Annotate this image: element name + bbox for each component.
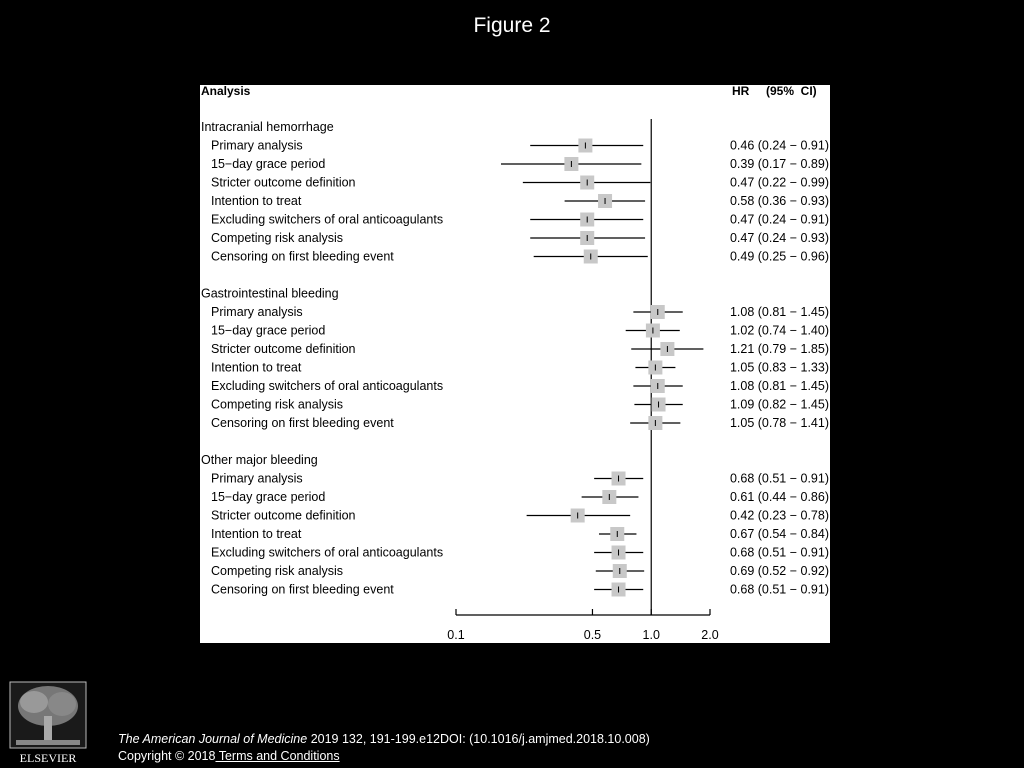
row-label: Stricter outcome definition xyxy=(211,342,356,356)
hr-ci-value: 0.69 (0.52 − 0.92) xyxy=(729,564,829,578)
row-label: Intention to treat xyxy=(211,194,302,208)
hr-ci-value: 0.47 (0.22 − 0.99) xyxy=(729,175,829,190)
x-tick-label: 1.0 xyxy=(642,628,660,642)
header-ci: (95% CI) xyxy=(766,85,817,98)
hr-ci-value: 0.68 (0.51 − 0.91) xyxy=(729,582,829,597)
row-label: Excluding switchers of oral anticoagulants xyxy=(211,212,444,227)
group-label: Gastrointestinal bleeding xyxy=(201,286,339,301)
row-label: Primary analysis xyxy=(211,138,303,153)
row-label: Intention to treat xyxy=(211,527,302,541)
hr-ci-value: 1.09 (0.82 − 1.45) xyxy=(729,397,829,412)
hr-ci-value: 0.46 (0.24 − 0.91) xyxy=(729,138,829,153)
terms-and-conditions-link[interactable]: Terms and Conditions xyxy=(215,749,340,763)
elsevier-wordmark: ELSEVIER xyxy=(19,751,77,765)
row-label: Censoring on first bleeding event xyxy=(211,582,394,597)
citation-footer xyxy=(118,731,650,765)
hr-ci-value: 0.68 (0.51 − 0.91) xyxy=(729,471,829,486)
row-label: Censoring on first bleeding event xyxy=(211,249,394,264)
hr-ci-value: 1.02 (0.74 − 1.40) xyxy=(729,323,829,338)
citation-details: 2019 132, 191-199.e12DOI: (10.1016/j.amjmed.2018.10.008) xyxy=(307,732,650,746)
x-tick-label: 2.0 xyxy=(701,628,719,642)
journal-name: The American Journal of Medicine xyxy=(118,732,308,746)
hr-ci-value: 1.08 (0.81 − 1.45) xyxy=(729,379,829,393)
row-label: 15−day grace period xyxy=(211,157,326,171)
row-label: Primary analysis xyxy=(211,471,303,486)
hr-ci-value: 1.21 (0.79 − 1.85) xyxy=(729,342,829,356)
x-tick-label: 0.1 xyxy=(447,628,465,642)
slide-title: Figure 2 xyxy=(473,14,551,37)
elsevier-tree-icon xyxy=(8,680,88,766)
row-label: Excluding switchers of oral anticoagulants xyxy=(211,545,444,560)
hr-ci-value: 0.49 (0.25 − 0.96) xyxy=(729,249,829,264)
row-label: Intention to treat xyxy=(211,360,302,375)
row-label: 15−day grace period xyxy=(211,323,326,338)
row-label: Excluding switchers of oral anticoagulants xyxy=(211,379,444,393)
hr-ci-value: 0.67 (0.54 − 0.84) xyxy=(729,527,829,541)
hr-ci-value: 0.39 (0.17 − 0.89) xyxy=(729,157,829,171)
group-label: Other major bleeding xyxy=(201,453,318,467)
hr-ci-value: 0.68 (0.51 − 0.91) xyxy=(729,545,829,560)
hr-ci-value: 1.05 (0.83 − 1.33) xyxy=(729,360,829,375)
row-label: Stricter outcome definition xyxy=(211,175,356,190)
hr-ci-value: 0.42 (0.23 − 0.78) xyxy=(729,508,829,523)
forest-plot xyxy=(200,85,830,643)
row-label: Competing risk analysis xyxy=(211,231,343,245)
hr-ci-value: 1.08 (0.81 − 1.45) xyxy=(729,305,829,319)
row-label: Primary analysis xyxy=(211,305,303,319)
hr-ci-value: 0.47 (0.24 − 0.93) xyxy=(729,231,829,245)
x-tick-label: 0.5 xyxy=(583,628,602,642)
hr-ci-value: 0.61 (0.44 − 0.86) xyxy=(729,490,829,504)
row-label: Stricter outcome definition xyxy=(211,508,356,523)
row-label: Competing risk analysis xyxy=(211,397,343,412)
hr-ci-value: 1.05 (0.78 − 1.41) xyxy=(729,416,829,430)
copyright-text: Copyright © 2018 xyxy=(118,749,216,763)
hr-ci-value: 0.58 (0.36 − 0.93) xyxy=(729,194,829,208)
group-label: Intracranial hemorrhage xyxy=(201,120,334,134)
row-label: Competing risk analysis xyxy=(211,564,343,578)
row-label: Censoring on first bleeding event xyxy=(211,416,394,430)
forest-plot-panel xyxy=(200,85,830,643)
row-label: 15−day grace period xyxy=(211,490,326,504)
header-hr: HR xyxy=(732,85,750,98)
hr-ci-value: 0.47 (0.24 − 0.91) xyxy=(729,212,829,227)
header-analysis: Analysis xyxy=(201,85,251,98)
